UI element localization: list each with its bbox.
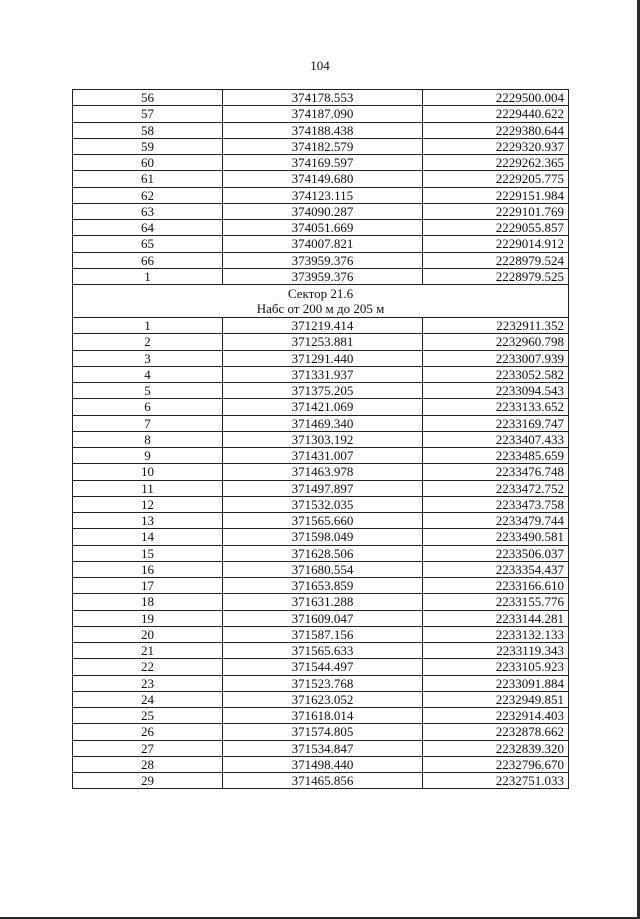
table-row (73, 659, 569, 675)
coordinates-table (72, 89, 569, 789)
x-coordinate-cell: 371421.069 (223, 399, 423, 415)
y-coordinate-cell: 2233476.748 (423, 464, 569, 480)
y-coordinate-cell: 2233132.133 (423, 626, 569, 642)
y-coordinate-cell: 2233144.281 (423, 610, 569, 626)
table-row (73, 773, 569, 789)
table-row (73, 431, 569, 447)
x-coordinate-cell: 371587.156 (223, 626, 423, 642)
table-body-before-sector (73, 90, 569, 285)
sector-subtitle: Набс от 200 м до 205 м (256, 301, 385, 316)
sector-title: Сектор 21.6 (287, 286, 354, 301)
point-number-cell: 15 (73, 545, 223, 561)
table-row (73, 236, 569, 252)
table-row (73, 155, 569, 171)
y-coordinate-cell: 2233133.652 (423, 399, 569, 415)
y-coordinate-cell: 2233094.543 (423, 383, 569, 399)
y-coordinate-cell: 2233169.747 (423, 415, 569, 431)
table-row (73, 106, 569, 122)
y-coordinate-cell: 2232839.320 (423, 740, 569, 756)
point-number-cell: 56 (73, 90, 223, 106)
point-number-cell: 5 (73, 383, 223, 399)
x-coordinate-cell: 371253.881 (223, 334, 423, 350)
y-coordinate-cell: 2228979.524 (423, 252, 569, 268)
point-number-cell: 26 (73, 724, 223, 740)
y-coordinate-cell: 2233166.610 (423, 578, 569, 594)
table-row (73, 756, 569, 772)
table-row (73, 383, 569, 399)
point-number-cell: 19 (73, 610, 223, 626)
y-coordinate-cell: 2233052.582 (423, 366, 569, 382)
table-row (73, 708, 569, 724)
y-coordinate-cell: 2233506.037 (423, 545, 569, 561)
y-coordinate-cell: 2228979.525 (423, 268, 569, 284)
point-number-cell: 10 (73, 464, 223, 480)
point-number-cell: 18 (73, 594, 223, 610)
table-row (73, 691, 569, 707)
y-coordinate-cell: 2232796.670 (423, 756, 569, 772)
x-coordinate-cell: 371523.768 (223, 675, 423, 691)
x-coordinate-cell: 371532.035 (223, 496, 423, 512)
point-number-cell: 66 (73, 252, 223, 268)
point-number-cell: 8 (73, 431, 223, 447)
table-row (73, 220, 569, 236)
x-coordinate-cell: 374178.553 (223, 90, 423, 106)
point-number-cell: 2 (73, 334, 223, 350)
x-coordinate-cell: 374090.287 (223, 203, 423, 219)
point-number-cell: 63 (73, 203, 223, 219)
point-number-cell: 13 (73, 513, 223, 529)
y-coordinate-cell: 2232878.662 (423, 724, 569, 740)
x-coordinate-cell: 371618.014 (223, 708, 423, 724)
x-coordinate-cell: 373959.376 (223, 252, 423, 268)
y-coordinate-cell: 2229262.365 (423, 155, 569, 171)
y-coordinate-cell: 2232949.851 (423, 691, 569, 707)
point-number-cell: 27 (73, 740, 223, 756)
y-coordinate-cell: 2229320.937 (423, 138, 569, 154)
x-coordinate-cell: 371653.859 (223, 578, 423, 594)
y-coordinate-cell: 2229205.775 (423, 171, 569, 187)
y-coordinate-cell: 2233407.433 (423, 431, 569, 447)
x-coordinate-cell: 371331.937 (223, 366, 423, 382)
y-coordinate-cell: 2229014.912 (423, 236, 569, 252)
y-coordinate-cell: 2233473.758 (423, 496, 569, 512)
table-row (73, 334, 569, 350)
x-coordinate-cell: 371631.288 (223, 594, 423, 610)
point-number-cell: 25 (73, 708, 223, 724)
table-row (73, 480, 569, 496)
table-row (73, 643, 569, 659)
y-coordinate-cell: 2233479.744 (423, 513, 569, 529)
table-row (73, 545, 569, 561)
y-coordinate-cell: 2232960.798 (423, 334, 569, 350)
x-coordinate-cell: 374187.090 (223, 106, 423, 122)
y-coordinate-cell: 2229101.769 (423, 203, 569, 219)
y-coordinate-cell: 2229380.644 (423, 122, 569, 138)
table-row (73, 610, 569, 626)
table-row (73, 318, 569, 334)
point-number-cell: 28 (73, 756, 223, 772)
point-number-cell: 60 (73, 155, 223, 171)
x-coordinate-cell: 371565.660 (223, 513, 423, 529)
point-number-cell: 11 (73, 480, 223, 496)
table-row (73, 594, 569, 610)
table-row (73, 740, 569, 756)
x-coordinate-cell: 371431.007 (223, 448, 423, 464)
x-coordinate-cell: 373959.376 (223, 268, 423, 284)
x-coordinate-cell: 371565.633 (223, 643, 423, 659)
y-coordinate-cell: 2229500.004 (423, 90, 569, 106)
table-row (73, 350, 569, 366)
x-coordinate-cell: 371303.192 (223, 431, 423, 447)
y-coordinate-cell: 2232914.403 (423, 708, 569, 724)
x-coordinate-cell: 371375.205 (223, 383, 423, 399)
y-coordinate-cell: 2233105.923 (423, 659, 569, 675)
point-number-cell: 61 (73, 171, 223, 187)
point-number-cell: 24 (73, 691, 223, 707)
x-coordinate-cell: 371623.052 (223, 691, 423, 707)
x-coordinate-cell: 371465.856 (223, 773, 423, 789)
y-coordinate-cell: 2229055.857 (423, 220, 569, 236)
x-coordinate-cell: 371628.506 (223, 545, 423, 561)
point-number-cell: 20 (73, 626, 223, 642)
y-coordinate-cell: 2233485.659 (423, 448, 569, 464)
point-number-cell: 65 (73, 236, 223, 252)
page-number: 104 (310, 58, 330, 73)
table-row (73, 268, 569, 284)
point-number-cell: 23 (73, 675, 223, 691)
y-coordinate-cell: 2229151.984 (423, 187, 569, 203)
point-number-cell: 3 (73, 350, 223, 366)
y-coordinate-cell: 2229440.622 (423, 106, 569, 122)
y-coordinate-cell: 2233155.776 (423, 594, 569, 610)
point-number-cell: 57 (73, 106, 223, 122)
table-row (73, 415, 569, 431)
x-coordinate-cell: 371469.340 (223, 415, 423, 431)
x-coordinate-cell: 374007.821 (223, 236, 423, 252)
x-coordinate-cell: 371609.047 (223, 610, 423, 626)
table-row (73, 724, 569, 740)
table-row (73, 448, 569, 464)
table-row (73, 90, 569, 106)
x-coordinate-cell: 374149.680 (223, 171, 423, 187)
table-row (73, 626, 569, 642)
point-number-cell: 62 (73, 187, 223, 203)
table-row (73, 513, 569, 529)
sector-header-group (73, 285, 569, 318)
point-number-cell: 1 (73, 268, 223, 284)
point-number-cell: 9 (73, 448, 223, 464)
table-row (73, 578, 569, 594)
table-body-after-sector (73, 318, 569, 789)
y-coordinate-cell: 2233007.939 (423, 350, 569, 366)
point-number-cell: 29 (73, 773, 223, 789)
table-row (73, 399, 569, 415)
y-coordinate-cell: 2232751.033 (423, 773, 569, 789)
x-coordinate-cell: 374051.669 (223, 220, 423, 236)
point-number-cell: 22 (73, 659, 223, 675)
x-coordinate-cell: 371544.497 (223, 659, 423, 675)
y-coordinate-cell: 2232911.352 (423, 318, 569, 334)
table-row (73, 464, 569, 480)
table-row (73, 496, 569, 512)
x-coordinate-cell: 371463.978 (223, 464, 423, 480)
table-row (73, 252, 569, 268)
x-coordinate-cell: 371534.847 (223, 740, 423, 756)
table-row (73, 675, 569, 691)
y-coordinate-cell: 2233119.343 (423, 643, 569, 659)
x-coordinate-cell: 371291.440 (223, 350, 423, 366)
y-coordinate-cell: 2233472.752 (423, 480, 569, 496)
point-number-cell: 17 (73, 578, 223, 594)
table-row (73, 203, 569, 219)
table-row (73, 122, 569, 138)
point-number-cell: 4 (73, 366, 223, 382)
point-number-cell: 16 (73, 561, 223, 577)
point-number-cell: 59 (73, 138, 223, 154)
x-coordinate-cell: 371497.897 (223, 480, 423, 496)
x-coordinate-cell: 374182.579 (223, 138, 423, 154)
x-coordinate-cell: 371680.554 (223, 561, 423, 577)
sector-header-row (73, 285, 569, 318)
table-row (73, 138, 569, 154)
sector-header-cell (73, 285, 569, 318)
y-coordinate-cell: 2233091.884 (423, 675, 569, 691)
table-row (73, 187, 569, 203)
point-number-cell: 58 (73, 122, 223, 138)
x-coordinate-cell: 371598.049 (223, 529, 423, 545)
point-number-cell: 14 (73, 529, 223, 545)
x-coordinate-cell: 374123.115 (223, 187, 423, 203)
point-number-cell: 64 (73, 220, 223, 236)
point-number-cell: 12 (73, 496, 223, 512)
table-row (73, 561, 569, 577)
x-coordinate-cell: 371219.414 (223, 318, 423, 334)
x-coordinate-cell: 371498.440 (223, 756, 423, 772)
point-number-cell: 7 (73, 415, 223, 431)
x-coordinate-cell: 371574.805 (223, 724, 423, 740)
point-number-cell: 1 (73, 318, 223, 334)
y-coordinate-cell: 2233354.437 (423, 561, 569, 577)
point-number-cell: 21 (73, 643, 223, 659)
y-coordinate-cell: 2233490.581 (423, 529, 569, 545)
x-coordinate-cell: 374188.438 (223, 122, 423, 138)
table-row (73, 529, 569, 545)
x-coordinate-cell: 374169.597 (223, 155, 423, 171)
table-row (73, 366, 569, 382)
point-number-cell: 6 (73, 399, 223, 415)
table-row (73, 171, 569, 187)
